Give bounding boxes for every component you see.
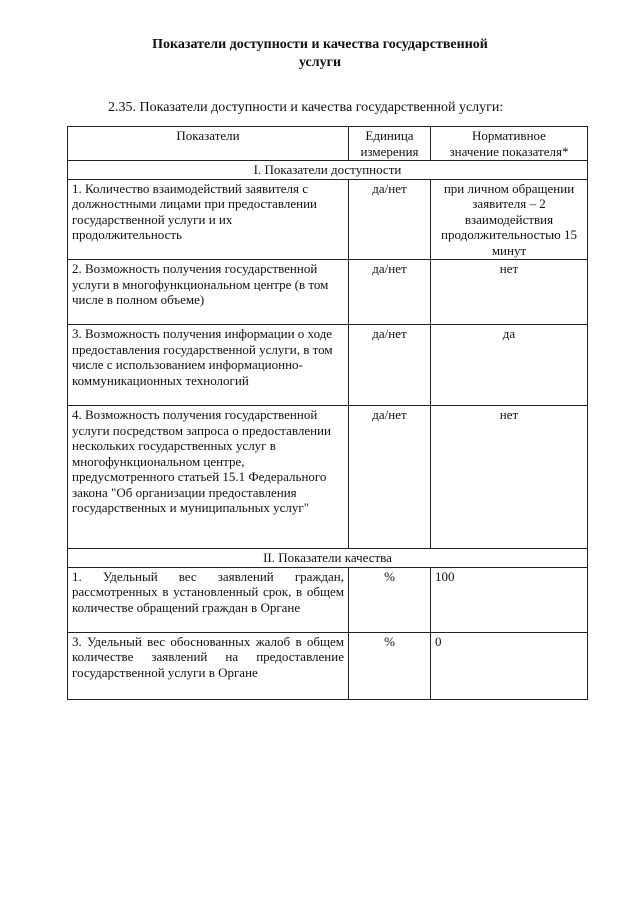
table-row — [68, 632, 588, 699]
indicator-cell: 3. Удельный вес обоснованных жалоб в общем количестве заявлений на предоставление государственной услуги в Органе — [68, 632, 349, 699]
unit-cell: % — [349, 632, 431, 699]
table-header-row — [68, 127, 588, 161]
value-cell: 0 — [431, 632, 588, 699]
table-row — [68, 260, 588, 325]
title-line-2: услуги — [298, 55, 342, 70]
unit-cell: да/нет — [349, 406, 431, 549]
value-cell: 100 — [431, 567, 588, 632]
header-indicator: Показатели — [68, 127, 349, 161]
value-cell: при личном обращении заявителя – 2 взаимодействия продолжительностью 15 минут — [431, 179, 588, 260]
header-unit: Единица измерения — [349, 127, 431, 161]
indicators-table — [67, 126, 588, 700]
indicator-cell: 3. Возможность получения информации о ходе предоставления государственной услуги, в том числе с использованием информационно-коммуникационных технологий — [68, 325, 349, 406]
table-row — [68, 179, 588, 260]
intro-paragraph: 2.35. Показатели доступности и качества государственной услуги: — [108, 100, 504, 115]
header-norm-value: Нормативное значение показателя* — [431, 127, 588, 161]
section-title: II. Показатели качества — [68, 549, 588, 568]
value-cell: нет — [431, 260, 588, 325]
page-title — [0, 36, 640, 72]
section-title: I. Показатели доступности — [68, 161, 588, 180]
unit-cell: да/нет — [349, 179, 431, 260]
unit-cell: да/нет — [349, 325, 431, 406]
table-row — [68, 406, 588, 549]
indicator-cell: 1. Количество взаимодействий заявителя с должностными лицами при предоставлении государственной услуги и их продолжительность — [68, 179, 349, 260]
unit-cell: % — [349, 567, 431, 632]
indicator-cell: 1. Удельный вес заявлений граждан, рассмотренных в установленный срок, в общем количестве обращений граждан в Органе — [68, 567, 349, 632]
title-line-1: Показатели доступности и качества государственной — [152, 37, 488, 52]
section-header-availability — [68, 161, 588, 180]
value-cell: да — [431, 325, 588, 406]
table-row — [68, 325, 588, 406]
value-cell: нет — [431, 406, 588, 549]
section-header-quality — [68, 549, 588, 568]
table-row — [68, 567, 588, 632]
indicator-cell: 2. Возможность получения государственной услуги в многофункциональном центре (в том числе в полном объеме) — [68, 260, 349, 325]
unit-cell: да/нет — [349, 260, 431, 325]
indicator-cell: 4. Возможность получения государственной услуги посредством запроса о предоставлении нескольких государственных услуг в многофункциональном центре, предусмотренного статьей 15.1 Федерального закона "Об организации предоставления государственных и муниципальных услуг" — [68, 406, 349, 549]
